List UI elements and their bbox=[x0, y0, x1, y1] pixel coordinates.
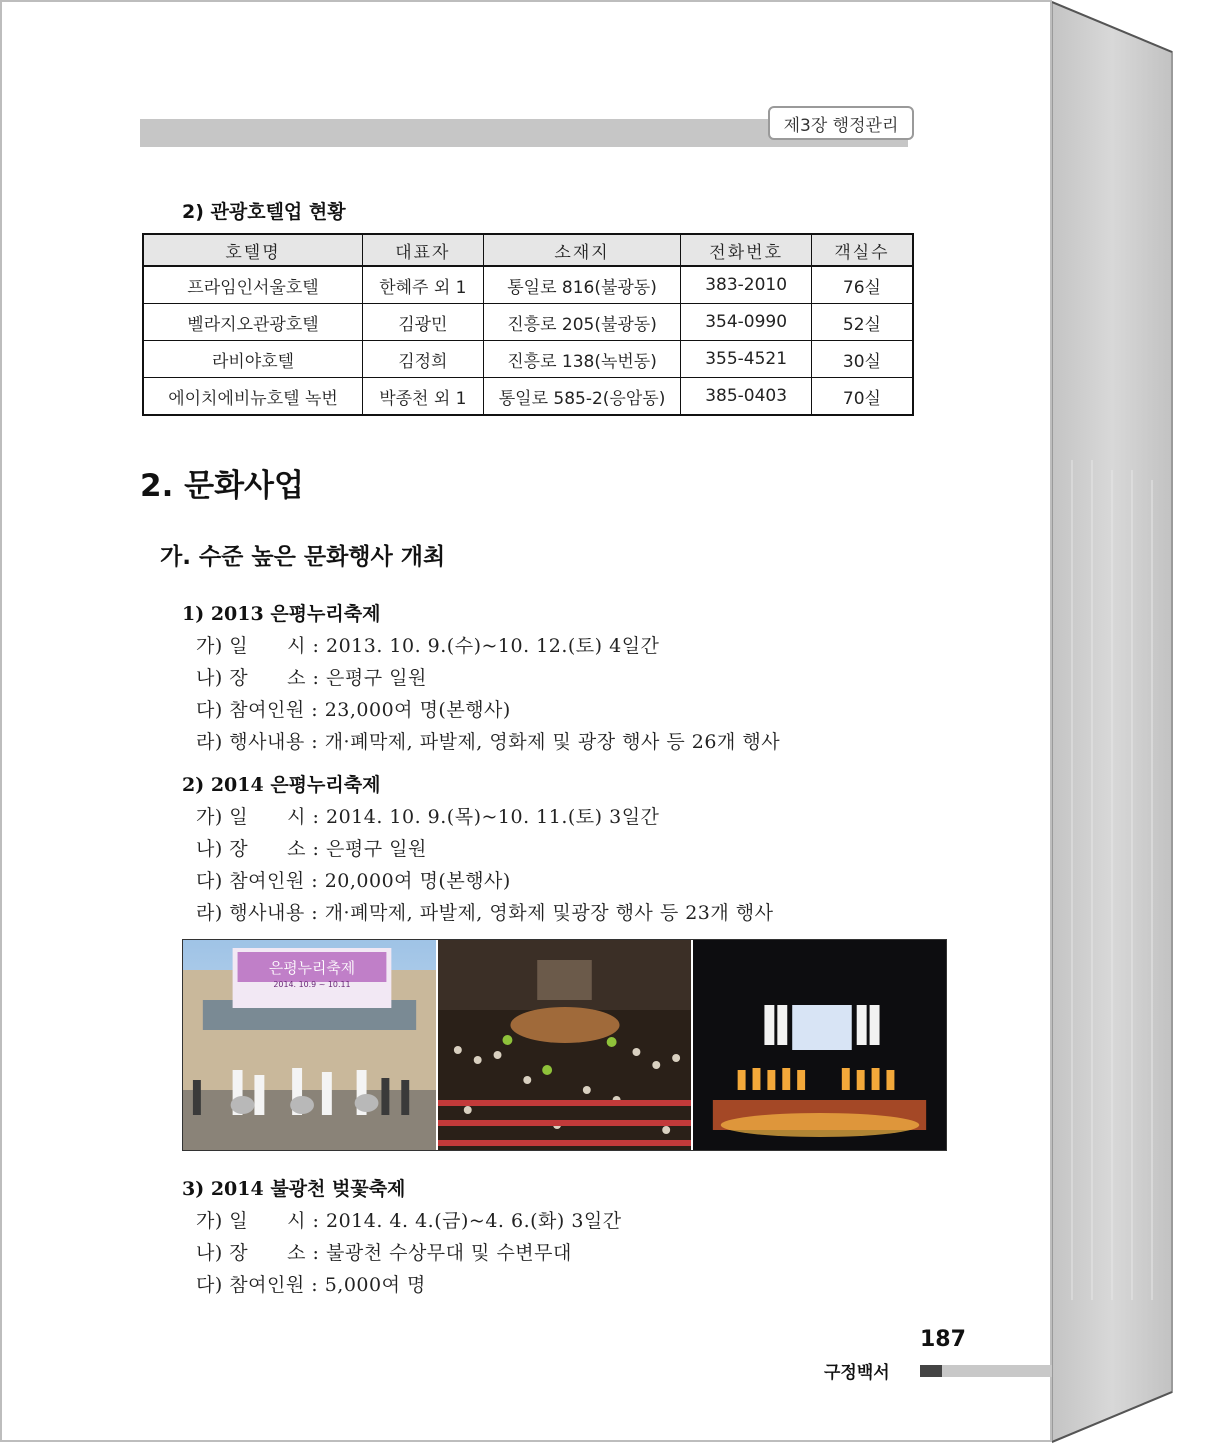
table-row bbox=[143, 266, 913, 304]
book-page-edges bbox=[1052, 0, 1177, 1446]
col-phone: 전화번호 bbox=[681, 234, 812, 266]
cell-representative: 한혜주 외 1 bbox=[363, 266, 484, 304]
event-line: 다) 참여인원 : 5,000여 명 bbox=[196, 1274, 426, 1296]
cell-phone: 355-4521 bbox=[681, 341, 812, 378]
hotel-table bbox=[142, 233, 914, 416]
cell-rooms: 30실 bbox=[811, 341, 913, 378]
event-line: 나) 장 소 : 불광천 수상무대 및 수변무대 bbox=[196, 1242, 572, 1264]
footer-bar bbox=[942, 1365, 1054, 1377]
event-line: 라) 행사내용 : 개·폐막제, 파발제, 영화제 및광장 행사 등 23개 행사 bbox=[196, 902, 774, 924]
event-line: 라) 행사내용 : 개·폐막제, 파발제, 영화제 및 광장 행사 등 26개 행사 bbox=[196, 731, 781, 753]
col-hotel-name: 호텔명 bbox=[143, 234, 363, 266]
cell-representative: 박종천 외 1 bbox=[363, 378, 484, 416]
event-line: 나) 장 소 : 은평구 일원 bbox=[196, 667, 427, 689]
event-title: 1) 2013 은평누리축제 bbox=[182, 603, 381, 625]
hotel-section-title: 2) 관광호텔업 현황 bbox=[182, 201, 346, 223]
festival-photo-crowd bbox=[438, 940, 693, 1150]
cell-hotel-name: 프라임인서울호텔 bbox=[143, 266, 363, 304]
banner-dates: 2014. 10.9 ~ 10.11 bbox=[273, 979, 351, 990]
table-header-row bbox=[143, 234, 913, 266]
cell-rooms: 76실 bbox=[811, 266, 913, 304]
table-row bbox=[143, 341, 913, 378]
event-line: 가) 일 시 : 2013. 10. 9.(수)~10. 12.(토) 4일간 bbox=[196, 635, 660, 657]
chapter-tab: 제3장 행정관리 bbox=[768, 106, 914, 140]
cell-rooms: 52실 bbox=[811, 304, 913, 341]
cell-hotel-name: 벨라지오관광호텔 bbox=[143, 304, 363, 341]
event-title: 3) 2014 불광천 벚꽃축제 bbox=[182, 1178, 406, 1200]
section-subtitle: 가. 수준 높은 문화행사 개최 bbox=[160, 544, 446, 570]
cell-location: 진흥로 205(불광동) bbox=[483, 304, 681, 341]
event-line: 나) 장 소 : 은평구 일원 bbox=[196, 838, 427, 860]
table-row bbox=[143, 378, 913, 416]
event-title: 2) 2014 은평누리축제 bbox=[182, 774, 381, 796]
festival-photo-stage bbox=[693, 940, 946, 1150]
festival-photo-strip bbox=[182, 939, 947, 1151]
col-location: 소재지 bbox=[483, 234, 681, 266]
cell-location: 통일로 585-2(응암동) bbox=[483, 378, 681, 416]
cell-location: 통일로 816(불광동) bbox=[483, 266, 681, 304]
cell-location: 진흥로 138(녹번동) bbox=[483, 341, 681, 378]
cell-rooms: 70실 bbox=[811, 378, 913, 416]
cell-representative: 김정희 bbox=[363, 341, 484, 378]
banner-text: 은평누리축제 bbox=[268, 958, 356, 978]
col-representative: 대표자 bbox=[363, 234, 484, 266]
book-title: 구정백서 bbox=[824, 1363, 890, 1383]
event-line: 가) 일 시 : 2014. 10. 9.(목)~10. 11.(토) 3일간 bbox=[196, 806, 660, 828]
festival-photo-building bbox=[183, 940, 438, 1150]
cell-hotel-name: 에이치에비뉴호텔 녹번 bbox=[143, 378, 363, 416]
col-rooms: 객실수 bbox=[811, 234, 913, 266]
cell-representative: 김광민 bbox=[363, 304, 484, 341]
cell-phone: 354-0990 bbox=[681, 304, 812, 341]
event-line: 다) 참여인원 : 23,000여 명(본행사) bbox=[196, 699, 511, 721]
cell-phone: 383-2010 bbox=[681, 266, 812, 304]
event-line: 가) 일 시 : 2014. 4. 4.(금)~4. 6.(화) 3일간 bbox=[196, 1210, 622, 1232]
cell-phone: 385-0403 bbox=[681, 378, 812, 416]
cell-hotel-name: 라비야호텔 bbox=[143, 341, 363, 378]
page-number: 187 bbox=[920, 1327, 966, 1352]
table-row bbox=[143, 304, 913, 341]
footer-bar-marker bbox=[920, 1365, 942, 1377]
section-title: 2. 문화사업 bbox=[140, 468, 304, 504]
event-line: 다) 참여인원 : 20,000여 명(본행사) bbox=[196, 870, 511, 892]
